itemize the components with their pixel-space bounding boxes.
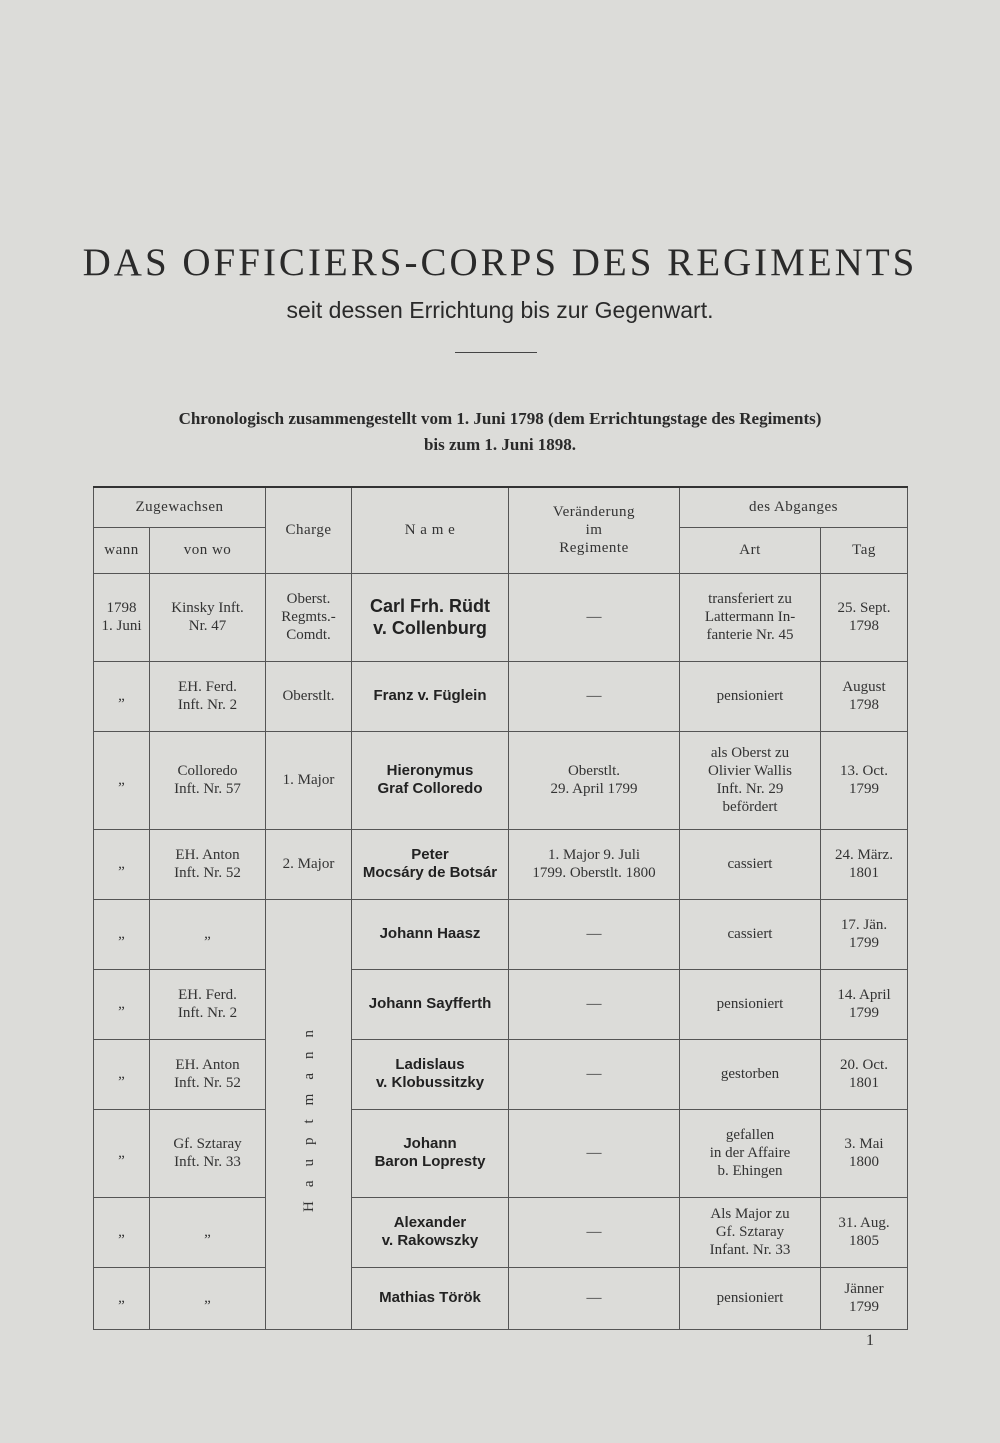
header-zugewachsen: Zugewachsen	[94, 487, 266, 527]
cell-veraenderung	[509, 1267, 680, 1329]
cell-name	[352, 1197, 509, 1267]
cell-line: August	[842, 679, 886, 695]
intro-text	[40, 406, 960, 458]
cell-line: 1799	[849, 781, 879, 797]
cell-line: pensioniert	[716, 996, 784, 1012]
header-name: N a m e	[352, 487, 509, 573]
cell-art	[680, 731, 821, 829]
cell-wann	[94, 1197, 150, 1267]
intro-line-2: bis zum 1. Juni 1898.	[423, 435, 577, 454]
cell-line: 1800	[849, 1154, 879, 1170]
table-row	[94, 1039, 908, 1109]
cell-line: Alexander	[393, 1214, 467, 1231]
cell-line: pensioniert	[716, 1290, 784, 1306]
cell-art	[680, 661, 821, 731]
cell-veraenderung	[509, 899, 680, 969]
cell-tag	[821, 731, 908, 829]
cell-line: Johann	[403, 1135, 457, 1152]
cell-line: 1. Juni	[101, 618, 142, 634]
cell-line: 1799	[849, 1005, 879, 1021]
header-veraenderung-line: Veränderung	[552, 504, 636, 521]
cell-wann	[94, 1039, 150, 1109]
cell-line: „	[118, 1224, 125, 1240]
cell-line: Inft. Nr. 33	[174, 1154, 241, 1170]
cell-tag	[821, 1267, 908, 1329]
cell-name	[352, 731, 509, 829]
cell-line: b. Ehingen	[717, 1163, 783, 1179]
cell-line: 25. Sept.	[837, 600, 891, 616]
cell-line: 17. Jän.	[840, 917, 888, 933]
table-row	[94, 661, 908, 731]
cell-line: Als Major zu	[710, 1206, 790, 1222]
cell-name	[352, 969, 509, 1039]
cell-line: „	[118, 772, 125, 788]
cell-name	[352, 1109, 509, 1197]
page-number: 1	[866, 1332, 874, 1349]
cell-veraenderung	[509, 573, 680, 661]
cell-art	[680, 1267, 821, 1329]
cell-line: 31. Aug.	[838, 1215, 890, 1231]
table-row	[94, 899, 908, 969]
cell-line: 1799. Oberstlt. 1800	[532, 865, 656, 881]
cell-art	[680, 1197, 821, 1267]
cell-line: Inft. Nr. 2	[177, 1005, 238, 1021]
cell-line: als Oberst zu	[710, 745, 790, 761]
cell-von-wo	[150, 969, 266, 1039]
cell-tag	[821, 829, 908, 899]
cell-line: befördert	[722, 799, 778, 815]
cell-line: Olivier Wallis	[708, 763, 792, 779]
cell-line: —	[586, 996, 602, 1012]
cell-line: 1. Major	[282, 772, 335, 788]
cell-line: EH. Anton	[175, 847, 240, 863]
cell-line: Kinsky Inft.	[171, 600, 244, 616]
cell-veraenderung	[509, 1109, 680, 1197]
cell-line: Inft. Nr. 2	[177, 697, 238, 713]
cell-veraenderung	[509, 661, 680, 731]
page-subtitle: seit dessen Errichtung bis zur Gegenwart.	[286, 297, 714, 323]
cell-von-wo	[150, 731, 266, 829]
cell-line: 1799	[849, 935, 879, 951]
cell-line: Gf. Sztaray	[173, 1136, 242, 1152]
cell-line: fanterie Nr. 45	[706, 627, 794, 643]
cell-line: 24. März.	[835, 847, 893, 863]
cell-line: —	[586, 609, 602, 625]
header-veraenderung-line: Regimente	[559, 540, 629, 557]
cell-line: Oberst.	[286, 591, 331, 607]
cell-line: in der Affaire	[709, 1145, 791, 1161]
cell-von-wo	[150, 573, 266, 661]
cell-line: Peter	[411, 846, 449, 863]
cell-line: —	[586, 688, 602, 704]
cell-von-wo	[150, 899, 266, 969]
cell-name	[352, 1267, 509, 1329]
header-art: Art	[680, 527, 821, 573]
cell-veraenderung	[509, 1197, 680, 1267]
cell-von-wo	[150, 661, 266, 731]
cell-line: Baron Lopresty	[374, 1153, 486, 1170]
cell-line: —	[586, 1145, 602, 1161]
cell-line: 1798	[849, 697, 879, 713]
cell-line: Regmts.-	[281, 609, 336, 625]
header-row-1	[94, 487, 908, 527]
cell-line: 1805	[849, 1233, 879, 1249]
cell-tag	[821, 573, 908, 661]
cell-line: Mathias Török	[379, 1289, 481, 1306]
cell-line: pensioniert	[716, 688, 784, 704]
divider	[455, 352, 537, 353]
cell-charge	[266, 829, 352, 899]
cell-line: 1799	[849, 1299, 879, 1315]
header-veraenderung-line: im	[585, 522, 603, 539]
cell-line: „	[118, 926, 125, 942]
officer-table	[93, 486, 908, 1330]
cell-von-wo	[150, 1039, 266, 1109]
cell-charge-hauptmann	[266, 899, 352, 1329]
cell-line: cassiert	[727, 856, 773, 872]
cell-line: Jänner	[844, 1281, 884, 1297]
cell-line: cassiert	[727, 926, 773, 942]
cell-art	[680, 969, 821, 1039]
cell-line: Nr. 47	[188, 618, 227, 634]
cell-line: 20. Oct.	[840, 1057, 888, 1073]
cell-line: Graf Colloredo	[377, 780, 483, 797]
cell-veraenderung	[509, 731, 680, 829]
cell-line: Mocsáry de Botsár	[362, 864, 498, 881]
cell-line: Ladislaus	[395, 1056, 465, 1073]
cell-line: „	[118, 856, 125, 872]
page-title: DAS OFFICIERS-CORPS DES REGIMENTS	[82, 241, 918, 284]
cell-tag	[821, 1109, 908, 1197]
cell-line: „	[118, 996, 125, 1012]
cell-von-wo	[150, 1267, 266, 1329]
cell-name	[352, 1039, 509, 1109]
cell-line: v. Klobussitzky	[375, 1074, 485, 1091]
cell-line: 1801	[849, 865, 879, 881]
cell-veraenderung	[509, 1039, 680, 1109]
cell-line: 1. Major 9. Juli	[547, 847, 641, 863]
cell-line: 14. April	[837, 987, 891, 1003]
header-tag: Tag	[821, 527, 908, 573]
cell-line: Oberstlt.	[282, 688, 335, 704]
cell-tag	[821, 1039, 908, 1109]
cell-von-wo	[150, 1197, 266, 1267]
cell-tag	[821, 899, 908, 969]
cell-line: —	[586, 1066, 602, 1082]
header-abgang: des Abganges	[680, 487, 908, 527]
cell-line: Inft. Nr. 52	[174, 1075, 241, 1091]
cell-name	[352, 661, 509, 731]
cell-line: „	[118, 1145, 125, 1161]
cell-line: v. Rakowszky	[381, 1232, 479, 1249]
cell-wann	[94, 1109, 150, 1197]
cell-veraenderung	[509, 969, 680, 1039]
cell-line: 1801	[849, 1075, 879, 1091]
table-row	[94, 731, 908, 829]
table-row	[94, 969, 908, 1039]
hauptmann-vertical-label: Hauptmann	[300, 1016, 317, 1212]
cell-line: —	[586, 1224, 602, 1240]
cell-line: Inft. Nr. 57	[174, 781, 241, 797]
cell-line: 3. Mai	[844, 1136, 884, 1152]
cell-line: Colloredo	[177, 763, 238, 779]
table-row	[94, 1197, 908, 1267]
cell-line: EH. Ferd.	[178, 679, 237, 695]
cell-line: gestorben	[720, 1066, 780, 1082]
cell-wann	[94, 573, 150, 661]
cell-art	[680, 573, 821, 661]
header-charge: Charge	[266, 487, 352, 573]
cell-line: Gf. Sztaray	[715, 1224, 785, 1240]
table-row	[94, 573, 908, 661]
table-row	[94, 1267, 908, 1329]
table-row	[94, 829, 908, 899]
cell-line: v. Collenburg	[373, 618, 487, 638]
cell-line: Oberstlt.	[567, 763, 621, 779]
cell-line: „	[204, 926, 211, 942]
cell-tag	[821, 969, 908, 1039]
cell-von-wo	[150, 829, 266, 899]
header-wann: wann	[94, 527, 150, 573]
cell-charge	[266, 661, 352, 731]
cell-line: Franz v. Füglein	[373, 687, 487, 704]
cell-line: EH. Anton	[175, 1057, 240, 1073]
cell-charge	[266, 573, 352, 661]
header-von-wo: von wo	[150, 527, 266, 573]
cell-line: Johann Sayfferth	[368, 995, 492, 1012]
cell-wann	[94, 661, 150, 731]
cell-art	[680, 1109, 821, 1197]
cell-line: Lattermann In-	[704, 609, 796, 625]
cell-wann	[94, 829, 150, 899]
cell-veraenderung	[509, 829, 680, 899]
cell-line: „	[118, 688, 125, 704]
cell-line: transferiert zu	[708, 591, 792, 607]
cell-wann	[94, 969, 150, 1039]
cell-line: 29. April 1799	[550, 781, 638, 797]
intro-line-1: Chronologisch zusammengestellt vom 1. Juni 1798 (dem Errichtungstage des Regiments)	[178, 409, 822, 428]
cell-art	[680, 899, 821, 969]
cell-name	[352, 829, 509, 899]
cell-tag	[821, 661, 908, 731]
cell-line: Carl Frh. Rüdt	[370, 596, 490, 616]
cell-line: Comdt.	[286, 627, 331, 643]
cell-line: EH. Ferd.	[178, 987, 237, 1003]
cell-line: 2. Major	[282, 856, 335, 872]
cell-line: Inft. Nr. 29	[716, 781, 784, 797]
cell-line: Infant. Nr. 33	[709, 1242, 791, 1258]
cell-line: 13. Oct.	[840, 763, 888, 779]
cell-line: „	[118, 1066, 125, 1082]
cell-art	[680, 829, 821, 899]
cell-name	[352, 573, 509, 661]
cell-line: „	[204, 1290, 211, 1306]
cell-line: 1798	[849, 618, 879, 634]
cell-von-wo	[150, 1109, 266, 1197]
header-veraenderung	[509, 487, 680, 573]
cell-line: „	[118, 1290, 125, 1306]
cell-line: Inft. Nr. 52	[174, 865, 241, 881]
cell-wann	[94, 899, 150, 969]
cell-wann	[94, 731, 150, 829]
cell-line: 1798	[106, 600, 137, 616]
cell-charge	[266, 731, 352, 829]
cell-name	[352, 899, 509, 969]
cell-line: Johann Haasz	[379, 925, 481, 942]
cell-tag	[821, 1197, 908, 1267]
cell-line: —	[586, 926, 602, 942]
cell-line: Hieronymus	[386, 762, 474, 779]
cell-line: gefallen	[725, 1127, 775, 1143]
cell-line: —	[586, 1290, 602, 1306]
cell-art	[680, 1039, 821, 1109]
table-row	[94, 1109, 908, 1197]
cell-line: „	[204, 1224, 211, 1240]
cell-wann	[94, 1267, 150, 1329]
